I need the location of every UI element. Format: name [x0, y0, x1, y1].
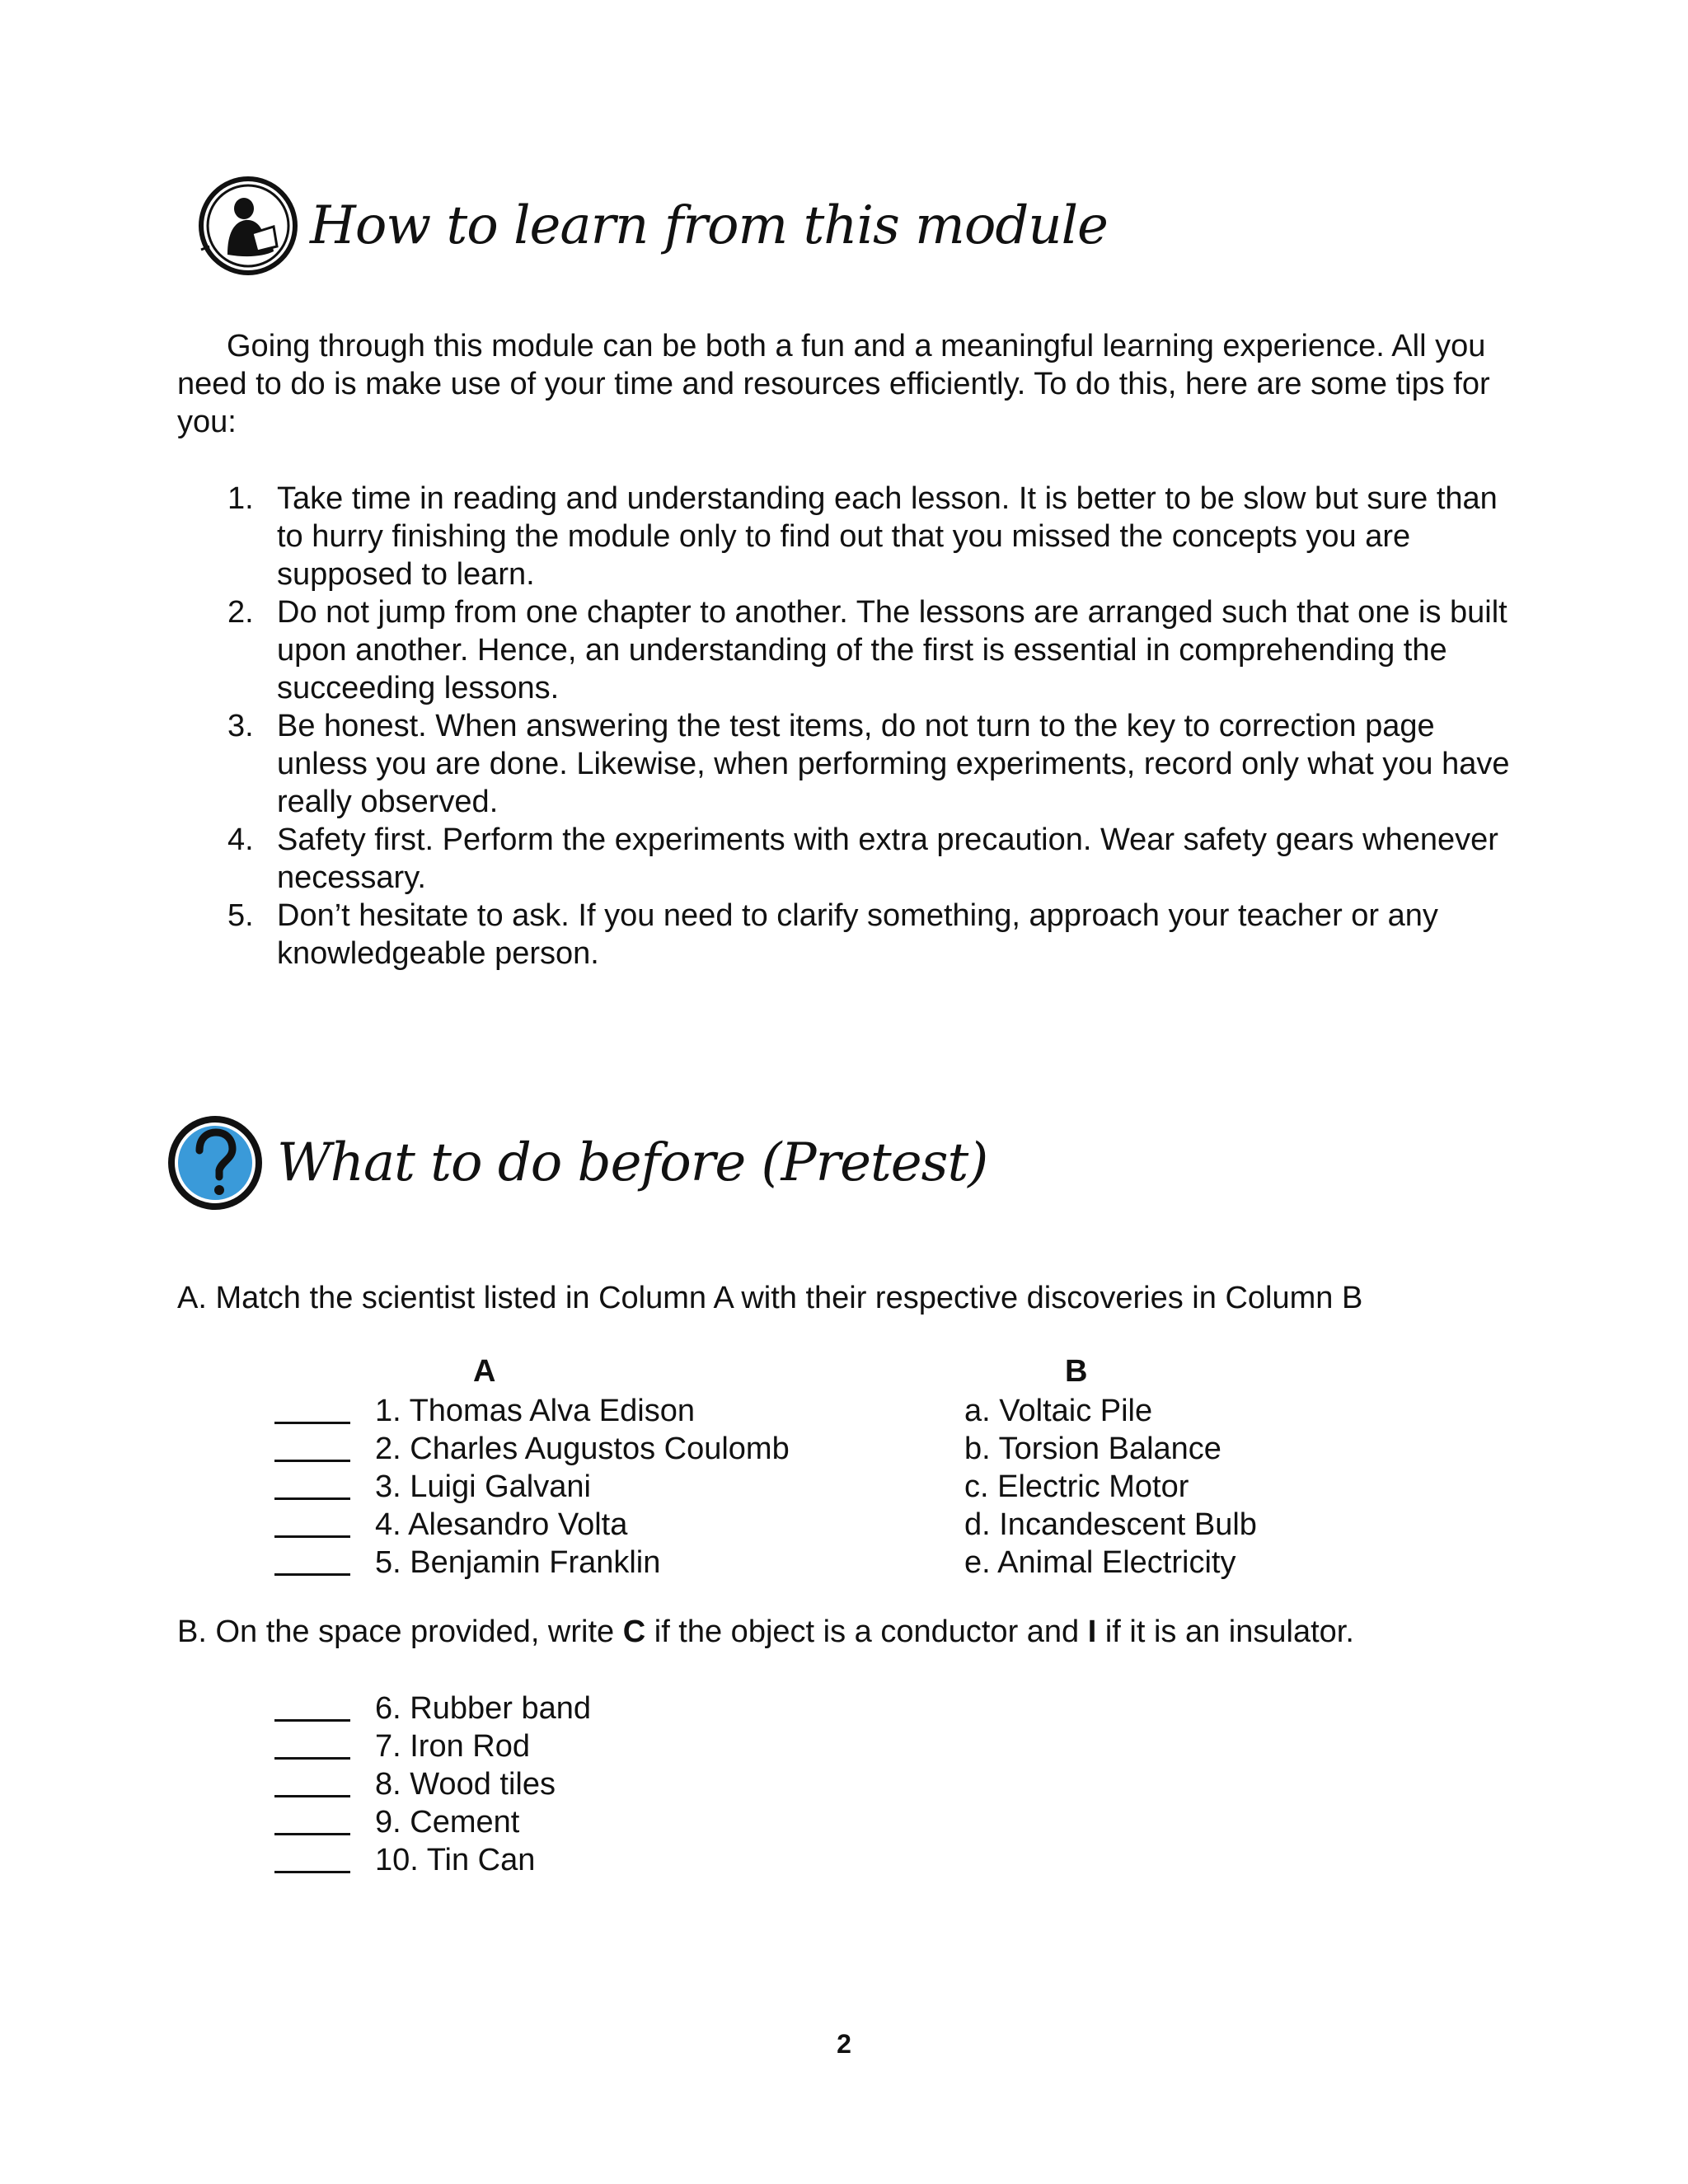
- part-b-list: [274, 1690, 591, 1879]
- part-a-instruction: A. Match the scientist listed in Column A with their respective discoveries in Column B: [177, 1281, 1363, 1315]
- list-item: 5. Don’t hesitate to ask. If you need to clarify something, approach your teacher or any knowledgeable person.: [227, 898, 1438, 971]
- list-item: 8. Wood tiles: [274, 1765, 591, 1803]
- column-a-list: [274, 1392, 790, 1582]
- list-item: d. Incandescent Bulb: [964, 1507, 1257, 1542]
- column-b-header: B: [1065, 1354, 1088, 1389]
- section-title: How to learn from this module: [310, 195, 1108, 256]
- list-item: 6. Rubber band: [274, 1690, 591, 1727]
- answer-blank[interactable]: [274, 1392, 350, 1424]
- list-item: 1. Take time in reading and understanding each lesson. It is better to be slow but sure than to hurry finishing the module only to find out that you missed the concepts you are supposed to learn.: [227, 481, 1498, 592]
- section-heading-how-to-learn: [198, 176, 1108, 276]
- answer-blank[interactable]: [274, 1506, 350, 1538]
- column-a-header: A: [473, 1354, 496, 1389]
- list-item: 10. Tin Can: [274, 1841, 591, 1879]
- list-item: 1. Thomas Alva Edison: [274, 1392, 790, 1430]
- list-item: 2. Do not jump from one chapter to another. The lessons are arranged such that one is built upon another. Hence, an understanding of the first is essential in comprehending the succeeding lessons.: [227, 595, 1507, 705]
- part-b-instruction: B. On the space provided, write C if the object is a conductor and I if it is an insulator.: [177, 1615, 1354, 1649]
- intro-paragraph: Going through this module can be both a fun and a meaningful learning experience. All you need to do is make use of your time and resources efficiently. To do this, here are some tips for you:: [177, 329, 1490, 439]
- answer-blank[interactable]: [274, 1544, 350, 1576]
- answer-blank[interactable]: [274, 1765, 350, 1797]
- list-item: 3. Luigi Galvani: [274, 1468, 790, 1506]
- list-item: c. Electric Motor: [964, 1469, 1189, 1504]
- list-item: a. Voltaic Pile: [964, 1394, 1153, 1428]
- page-number: 2: [837, 2029, 851, 2059]
- answer-blank[interactable]: [274, 1841, 350, 1873]
- list-item: 5. Benjamin Franklin: [274, 1544, 790, 1582]
- list-item: e. Animal Electricity: [964, 1545, 1236, 1580]
- answer-blank[interactable]: [274, 1430, 350, 1462]
- answer-blank[interactable]: [274, 1727, 350, 1760]
- list-item: 4. Alesandro Volta: [274, 1506, 790, 1544]
- question-mark-icon: [165, 1113, 265, 1213]
- answer-blank[interactable]: [274, 1690, 350, 1722]
- list-item: 4. Safety first. Perform the experiments with extra precaution. Wear safety gears whenever necessary.: [227, 823, 1498, 895]
- reading-person-icon: [198, 176, 298, 276]
- list-item: b. Torsion Balance: [964, 1432, 1221, 1466]
- list-item: 9. Cement: [274, 1803, 591, 1841]
- tips-list: [221, 480, 1531, 972]
- section-heading-pretest: [165, 1113, 987, 1213]
- list-item: 7. Iron Rod: [274, 1727, 591, 1765]
- column-b-list: [964, 1392, 1257, 1582]
- list-item: 2. Charles Augustos Coulomb: [274, 1430, 790, 1468]
- answer-blank[interactable]: [274, 1803, 350, 1835]
- list-item: 3. Be honest. When answering the test items, do not turn to the key to correction page unless you are done. Likewise, when performing experiments, record only what you have really observed.: [227, 709, 1510, 819]
- answer-blank[interactable]: [274, 1468, 350, 1500]
- section-title: What to do before (Pretest): [277, 1132, 988, 1193]
